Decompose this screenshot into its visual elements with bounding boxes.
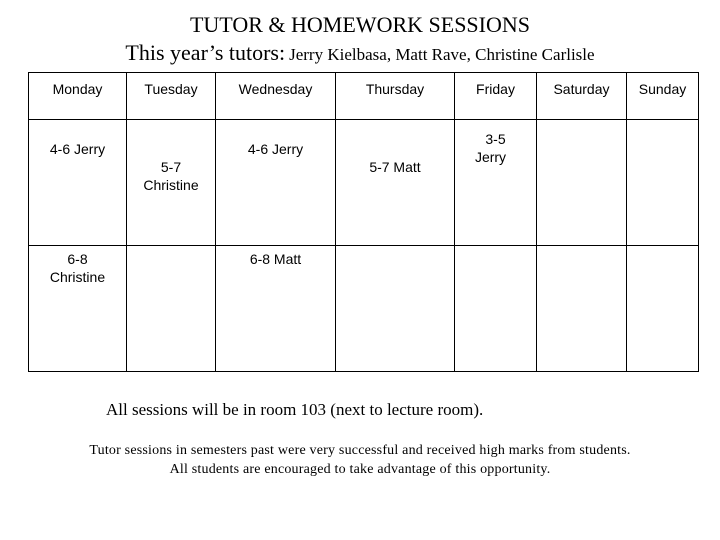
session-tutor: Jerry (474, 149, 507, 165)
session-tutor: Christine (49, 269, 106, 285)
session-entry: 4-6 Jerry (49, 141, 106, 157)
monday-slot-2 (29, 246, 127, 372)
monday-slot-1 (29, 120, 127, 246)
footer-line-2: All students are encouraged to take advantage of this opportunity. (169, 462, 551, 477)
page-title: TUTOR & HOMEWORK SESSIONS (189, 12, 530, 37)
session-tutor: Christine (143, 177, 199, 193)
day-header-wednesday: Wednesday (216, 73, 336, 120)
friday-slot-1 (455, 120, 537, 246)
room-note: All sessions will be in room 103 (next to lecture room). (106, 400, 484, 419)
tutors-line (0, 40, 720, 69)
session-entry: 5-7 Matt (369, 159, 421, 175)
tutors-label: This year’s tutors: (125, 40, 286, 65)
session-time: 6-8 (67, 251, 88, 267)
day-header-friday: Friday (455, 73, 537, 120)
footer-line-1: Tutor sessions in semesters past were very successful and received high marks from students. (89, 443, 631, 458)
sunday-slot-2 (627, 246, 699, 372)
wednesday-slot-2 (216, 246, 336, 372)
session-time: 5-7 (160, 159, 182, 175)
tuesday-slot-2 (127, 246, 216, 372)
tuesday-slot-1 (127, 120, 216, 246)
friday-slot-2 (455, 246, 537, 372)
wednesday-slot-1 (216, 120, 336, 246)
tutor-names: Jerry Kielbasa, Matt Rave, Christine Carlisle (289, 45, 595, 64)
day-header-tuesday: Tuesday (127, 73, 216, 120)
session-time: 3-5 (485, 131, 506, 147)
day-header-row (29, 73, 699, 120)
saturday-slot-2 (537, 246, 627, 372)
thursday-slot-1 (336, 120, 455, 246)
session-row-2 (29, 246, 699, 372)
session-entry: 6-8 Matt (249, 251, 302, 267)
day-header-monday: Monday (29, 73, 127, 120)
day-header-saturday: Saturday (537, 73, 627, 120)
day-header-sunday: Sunday (627, 73, 699, 120)
sunday-slot-1 (627, 120, 699, 246)
thursday-slot-2 (336, 246, 455, 372)
session-row-1 (29, 120, 699, 246)
day-header-thursday: Thursday (336, 73, 455, 120)
schedule-table (28, 72, 699, 372)
session-entry: 4-6 Jerry (247, 141, 304, 157)
saturday-slot-1 (537, 120, 627, 246)
